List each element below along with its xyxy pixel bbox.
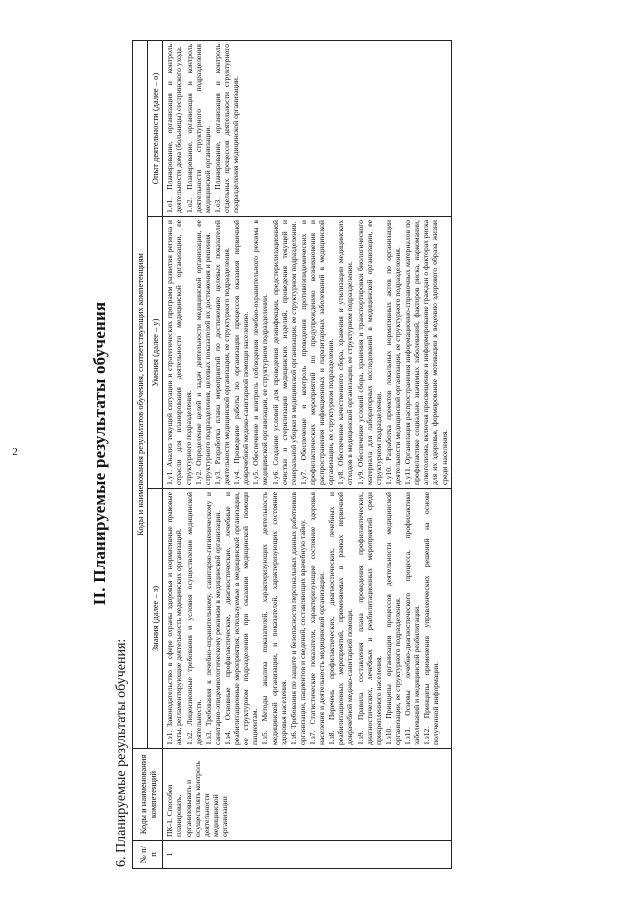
table-row (163, 40, 451, 868)
header-competence: Коды и наименования компетенций (133, 749, 163, 841)
skill-item: 1.у4. Проведение работы по организации процессов оказания первичной доврачебной медико-санитарной помощи населению. (232, 220, 251, 485)
header-num: № п/п (133, 841, 163, 869)
experience-item: 1.о3. Планирование, организация и контроль отдельных процессов деятельности структурного подразделения медицинской организации. (212, 43, 241, 213)
knowledge-cell (163, 489, 451, 749)
knowledge-item: 1.з10. Принципы организации процессов деятельности медицинской организации, ее структурного подразделения. (383, 492, 402, 745)
skill-item: 1.у9. Обеспечение условий сбора, хранения и транспортировки биологического материала для лабораторных исследований в медицинской организации, ее структурном подразделении. (355, 220, 383, 485)
skill-item: 1.у8. Обеспечение качественного сбора, хранения и утилизации медицинских отходов в медицинской организации, ее структурном подразделении. (336, 220, 355, 485)
knowledge-item: 1.з3. Требования к лечебно-охранительному, санитарно-гигиеническому и санитарно-эпидемиологическому режимам в медицинской организации. (203, 492, 222, 745)
section-title: II. Планируемые результаты обучения (90, 301, 109, 606)
competence-cell (163, 749, 451, 841)
header-skills: Умения (далее – у) (148, 217, 163, 489)
skill-item: 1.у2. Определение целей и задач деятельности медицинской организации, ее структурного подразделения, целевых показателей их достижения и решения. (193, 220, 212, 485)
skill-item: 1.у10. Разработка проектов локальных нормативных актов по организации деятельности медицинской организации, ее структурного подразделения. (383, 220, 402, 485)
skill-item: 1.у1. Анализ текущей ситуации и стратегических программ развития региона и отрасли для планирования деятельности медицинской организации, ее структурного подразделения. (165, 220, 193, 485)
knowledge-item: 1.з2. Лицензионные требования и условия осуществления медицинской деятельности. (184, 492, 203, 745)
learning-outcomes-table (132, 40, 452, 869)
page-number: 2 (12, 446, 18, 458)
knowledge-item: 1.з4. Основные профилактические, диагностические, лечебные и реабилитационные мероприятия, используемые в медицинской организации, ее структурном подразделении при оказании медицинской помощи пациентам. (223, 492, 260, 745)
knowledge-item: 1.з9. Правила составления плана проведения профилактических, диагностических, лечебных и реабилитационных мероприятий среди прикрепленного населения. (355, 492, 383, 745)
skill-item: 1.у3. Разработка плана мероприятий по достижению целевых показателей деятельности медицинской организации, ее структурного подразделения. (212, 220, 232, 485)
experience-cell (163, 40, 451, 216)
experience-item: 1.о2. Планирование, организация и контроль деятельности структурного подразделения медицинской организации. (184, 43, 212, 213)
knowledge-item: 1.з6. Требования по защите и безопасности персональных данных работников организации, пациентов и сведений, составляющих врачебную тайну. (288, 492, 307, 745)
skills-cell (163, 217, 451, 489)
skill-item: 1.у5. Обеспечение и контроль соблюдения лечебно-охранительного режима в медицинской организации, ее структурном подразделении. (251, 220, 270, 485)
knowledge-item: 1.з5. Методы анализа показателей, характеризующих деятельность медицинской организации, и показателей, характеризующих состояние здоровья населения. (260, 492, 288, 745)
table-header-row (133, 40, 148, 868)
knowledge-item: 1.з12. Принципы применения управленческих решений на основе полученной информации. (422, 492, 441, 745)
header-experience: Опыт деятельности (далее – о) (148, 40, 163, 216)
skill-item: 1.у6. Создание условий для проведения дезинфекции, предстерилизационной очистки и стерилизации медицинских изделий, проведения текущей и генеральной уборки в медицинской организации, ее структурном подразделении. (270, 220, 298, 485)
header-knowledge: Знания (далее – з) (148, 489, 163, 749)
knowledge-item: 1.з1. Законодательство в сфере охраны здоровья и нормативные правовые акты, регламентирующие деятельность медицинских организаций. (165, 492, 184, 745)
experience-item: 1.о1. Планирование, организация и контроль деятельности дома (больницы) сестринского ухода. (165, 43, 184, 213)
header-outcomes-group: Коды и наименования результатов обучения, соответствующих компетенциям (133, 40, 148, 748)
competence-text: ПК-1. Способен планировать, организовывать и осуществлять контроль деятельности медицинской организации (165, 761, 230, 837)
skill-item: 1.у11. Организация распространения информационно-справочных материалов по профилактике социально значимых заболеваний, факторов риска, наркомании, алкоголизма, включая просвещение и информирование граждан о факторах риска для их здоровья, формирование мотивации к ведению здорового образа жизни среди населения. (403, 220, 449, 485)
knowledge-item: 1.з8. Перечень профилактических, диагностических, лечебных и реабилитационных мероприятий, применяемых в рамках первичной доврачебной медико-санитарной помощи. (327, 492, 355, 745)
row-number: 1 (163, 841, 451, 869)
skill-item: 1.у7. Обеспечение и контроль проведения противоэпидемических и профилактических мероприятий по предупреждению возникновения и распространения инфекционных и паразитарных заболеваний в медицинской организации, ее структурном подразделении. (298, 220, 336, 485)
subsection-title: 6. Планируемые результаты обучения: (114, 638, 129, 867)
knowledge-item: 1.з11. Основы лечебно-диагностического процесса, профилактики заболеваний и медицинской реабилитации. (403, 492, 422, 745)
table-subheader-row (148, 40, 163, 868)
knowledge-item: 1.з7. Статистические показатели, характеризующие состояние здоровья населения и деятельность медицинской организации. (308, 492, 327, 745)
